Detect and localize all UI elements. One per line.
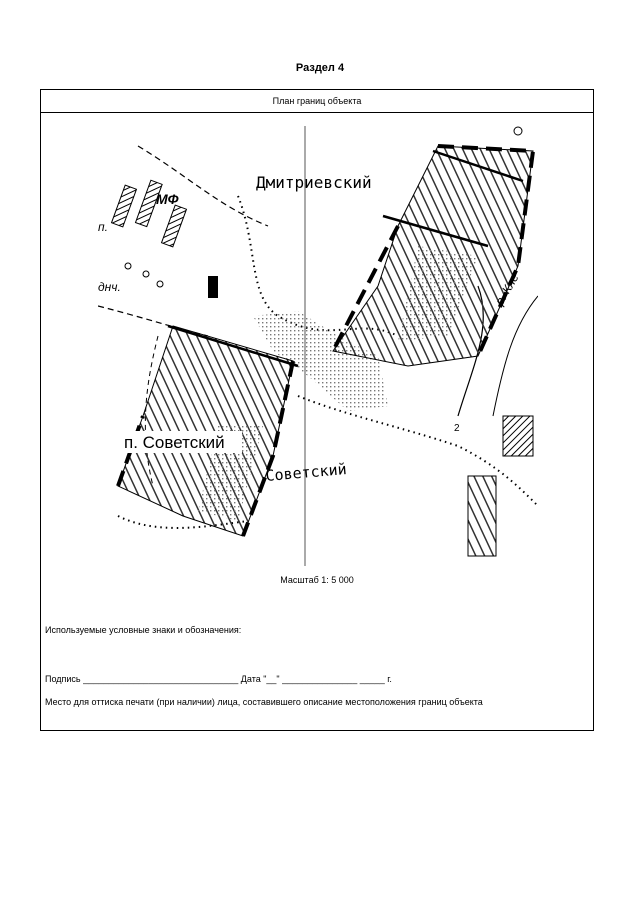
table-header: План границ объекта [41,90,593,113]
building [468,476,496,556]
map-text: МФ [156,191,179,207]
signature-line: Подпись _______________________________ Дата "__" _______________ _____ г. [45,674,392,684]
map-text: днч. [98,280,121,294]
map-scale: Масштаб 1: 5 000 [280,575,354,585]
building [503,416,533,456]
map-text: р. Кле [492,271,522,308]
stamp-note: Место для оттиска печати (при наличии) лица, составившего описание местоположения границ объекта [45,697,483,707]
legend-label: Используемые условные знаки и обозначения: [45,625,242,635]
place-label: п. Советский [124,433,225,452]
map-text: Дмитриевский [256,173,372,192]
section-title: Раздел 4 [295,62,345,74]
boundary-map [98,126,538,566]
map-text: 2 [454,423,460,434]
boundary-plan-table [40,89,594,731]
building [208,276,218,298]
map-text: п. [98,220,108,234]
map-text: Советский [264,459,348,485]
